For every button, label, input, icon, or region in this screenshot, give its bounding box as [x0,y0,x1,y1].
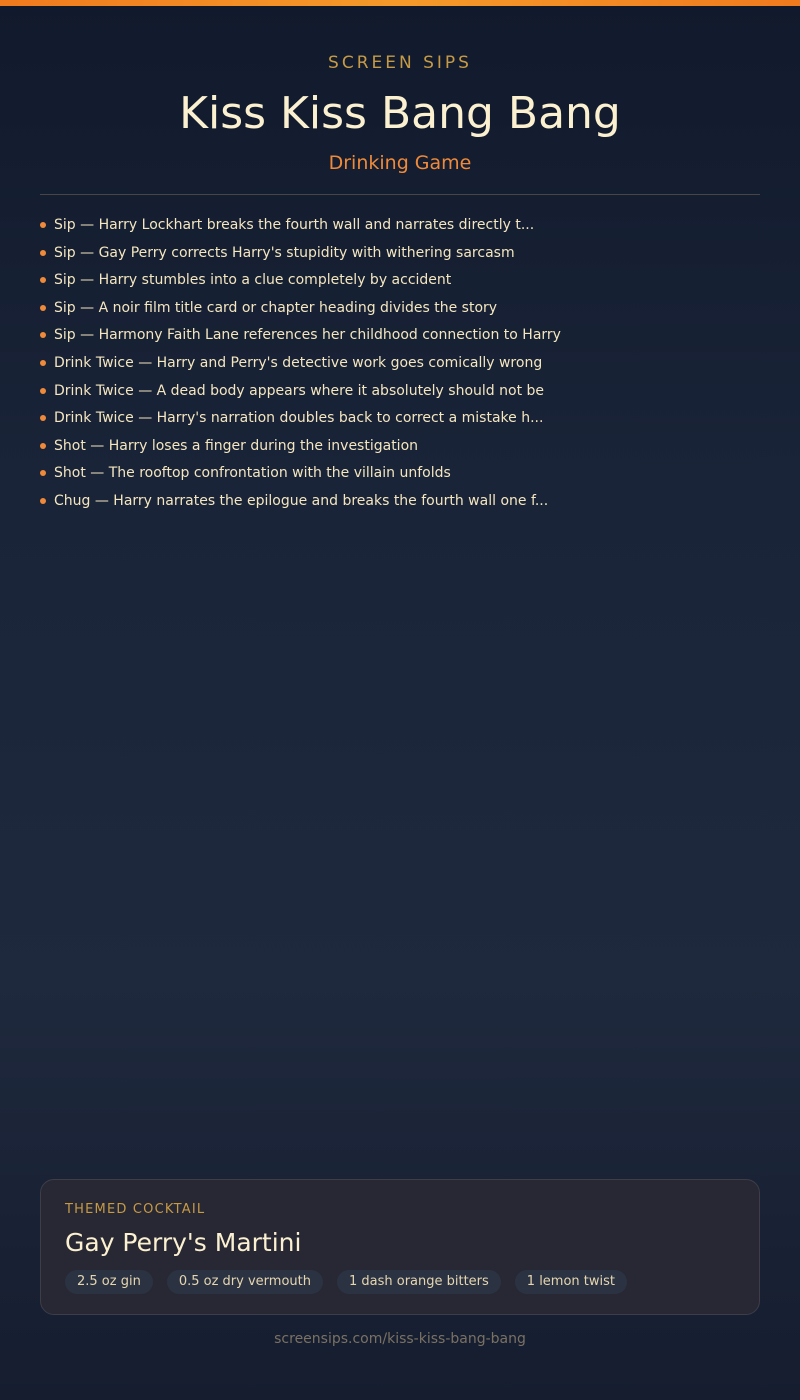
rules-list [40,212,760,516]
rule-text: Shot — The rooftop confrontation with the villain unfolds [54,465,451,482]
bullet-icon [40,443,46,449]
rule-text: Sip — A noir film title card or chapter heading divides the story [54,299,498,316]
rule-text: Sip — Gay Perry corrects Harry's stupidity with withering sarcasm [54,244,515,261]
bullet-icon [40,470,46,476]
rule-item [40,378,760,406]
cocktail-label: THEMED COCKTAIL [65,1202,206,1217]
rule-item [40,488,760,516]
ingredient-chip: 2.5 oz gin [65,1270,153,1294]
ingredient-chip: 1 lemon twist [515,1270,627,1294]
rule-text: Sip — Harry stumbles into a clue completely by accident [54,272,452,289]
rule-text: Shot — Harry loses a finger during the investigation [54,437,419,454]
page-subtitle: Drinking Game [328,152,472,174]
rule-text: Drink Twice — A dead body appears where it absolutely should not be [54,382,545,399]
rule-item [40,267,760,295]
bullet-icon [40,388,46,394]
header-divider [40,194,760,195]
ingredient-list [65,1270,627,1294]
rule-item [40,240,760,268]
rule-text: Sip — Harmony Faith Lane references her childhood connection to Harry [54,327,561,344]
bullet-icon [40,222,46,228]
page-title: Kiss Kiss Bang Bang [179,88,621,139]
ingredient-chip: 1 dash orange bitters [337,1270,501,1294]
rule-item [40,405,760,433]
cocktail-card [40,1179,760,1315]
rule-item [40,295,760,323]
rule-item [40,212,760,240]
rule-item [40,460,760,488]
bullet-icon [40,360,46,366]
bullet-icon [40,277,46,283]
rule-item [40,322,760,350]
page-header [0,50,800,176]
rule-item [40,433,760,461]
brand-name: SCREEN SIPS [328,53,472,73]
rule-text: Sip — Harry Lockhart breaks the fourth wall and narrates directly t... [54,217,535,233]
top-accent-bar [0,0,800,6]
rule-text: Chug — Harry narrates the epilogue and breaks the fourth wall one f... [54,492,549,509]
rule-text: Drink Twice — Harry's narration doubles back to correct a mistake h... [54,410,544,427]
rule-item [40,350,760,378]
bullet-icon [40,305,46,311]
bullet-icon [40,415,46,421]
ingredient-chip: 0.5 oz dry vermouth [167,1270,323,1294]
rule-text: Drink Twice — Harry and Perry's detective work goes comically wrong [54,354,543,371]
footer-url: screensips.com/kiss-kiss-bang-bang [274,1331,526,1347]
bullet-icon [40,332,46,338]
cocktail-name: Gay Perry's Martini [65,1228,302,1257]
bullet-icon [40,498,46,504]
bullet-icon [40,250,46,256]
